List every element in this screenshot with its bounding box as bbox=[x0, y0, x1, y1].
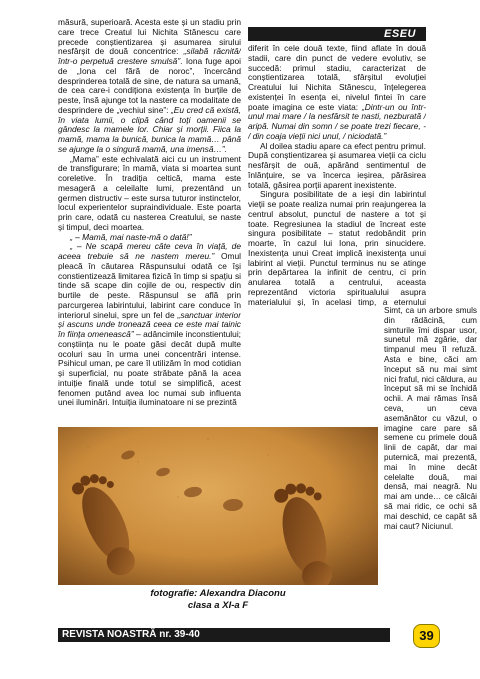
paragraph: Simt, ca un arbore smuls din rădăcină, cum simturile îmi dispar usor, sunetul mă zgârie, dar timpanul meu îl refuză. Asta e bine, căci am început să nu mai simt nici fraful, nici căldura, au început să mi se închidă ochii. A mai rămas însă ceva, un ceva asemănător cu văzul, o imagine care pare să semene cu primele două linii de capăt, dar mai puternică, mai prezentă, mai în mine decât celelalte două, mai densă, mai neagră. Nu mai am unde… ce călcâi să mai ridic, ce ochi să mai deschid, ce capăt să mai caut? Niciunul. bbox=[384, 306, 477, 531]
paragraph: „Mama” este echivalată aici cu un instrument de transfigurare; în mamă, viata si moartea sunt coreletive. În tradiția celtică, mama este mesageră a celeilalte lumi, prezentând un germen distructiv – este sursa tuturor instinctelor, locul experientelor supraindividuale. Este poarta prin care, odată cu nasterea Creatului, se naste și timpul, deci moartea. bbox=[58, 153, 241, 232]
right-narrow-column bbox=[384, 306, 477, 586]
photo-caption bbox=[58, 588, 378, 612]
section-label: ESEU bbox=[384, 28, 416, 40]
footer-bar bbox=[58, 628, 390, 642]
caption-class: clasa a XI-a F bbox=[187, 600, 249, 611]
paragraph: măsură, superioară. Acesta este și un stadiu prin care trece Creatul lui Nichita Stănescu care precede conștientizarea și asumarea sirului nesfârșit de două concentrice: „silabă răcnită/ într-o perpetuă crestere smulsă”. Iona fuge apoi de „Iona cel fără de noroc”, încercând desprinderea totală de sine, de natura sa umană, de cea care-i condiționa existența în burțile de peste, însă ajunge tot la nastere ca modalitate de desprindere de „vechiul sine”: „Eu cred că există, în viata lumii, o clipă când toți oamenii se gândesc la mamele lor. Chiar și morții. Fiica la mamă, mama la bunică, bunica la mamă… până se ajunge la o singură mamă, una imensă…”. bbox=[58, 18, 241, 154]
paragraph: diferit în cele două texte, fiind aflate în două stadii, care din punct de vedere evolutiv, se succedă: primul stadiu, caracterizat de conștientizarea totală, sfârșitul evoluției Creatului lui Nichita Stănescu, înțelegerea existenței în esența ei, nivelul fintei în care poate imagina ce este viata: „Dintr-un ou într-unul mai mare / la nesfârsit te nasti, nezburată / aripă. Numai din somn / se poate trezi fiecare, - / din coaja vieții nici unul, / niciodată.” bbox=[248, 44, 426, 141]
magazine-title: REVISTA NOASTRĂ nr. 39-40 bbox=[62, 629, 200, 640]
footprints-in-sand-image bbox=[58, 427, 378, 585]
quote-line: „ – Mamă, mai naste-mă o dată!” bbox=[70, 231, 192, 242]
footprints-photo bbox=[58, 427, 378, 585]
section-header-bar bbox=[248, 27, 426, 41]
paragraph: Singura posibilitate de a ieși din labirintul vieții se poate realiza numai prin reajungerea la centrul absolut, punctul de nastere a tot și toate. Regresiunea la stadiul de încreat este singura posibilitate – statut redobândit prin moarte, în cazul lui Iona, prin sinucidere. Inexistența unui Creat implică inexistența unui labirint al vieții. Punctul terminus nu se atinge prin depărtarea la infinit de centru, ci prin anularea totală a centrului, aceasta reprezentând victoria spiritualului asupra materialului și, în acelasi timp, a eternului bbox=[248, 189, 426, 306]
right-text-column bbox=[248, 44, 426, 306]
left-text-column bbox=[58, 18, 241, 426]
page-number-badge: 39 bbox=[413, 624, 440, 648]
paragraph: „ – Ne scapă mereu câte ceva în viață, de aceea trebuie să ne nastem mereu.” Omul pleacă în căutarea Răspunsului odată ce își constientizează limitarea fizică în timp si spațiu si tinde să scape din cojile de ou, respectiv din burtile de peste. Răspunsul se află prin parcurgerea labirintului, labirint care conduce în interiorul sinelui, spre un fel de „sanctuar interior și ascuns unde tronează ceea ce este mai tainic în ființa omenească” – adâncimile inconstientului; conștiința nu le poate găsi decât după multe ocoluri sau în urma unei concentrări intense. Psihicul uman, pe care îl utilizăm în mod cotidian și superficial, nu poate străbate până la acea intuiție finală unde totul se simplifică, acest fenomen putând avea loc numai sub influenta unei iluminări. Intuiția iluminatoare ni se prezintă bbox=[58, 241, 241, 408]
paragraph: Al doilea stadiu apare ca efect pentru primul. După conștientizarea și asumarea vieții ca ciclu nesfârșit de ouă, apărând sentimentul de înlănțuire, se va încerca ieșirea, părăsirea totală, găsirea porții aparent inexistente. bbox=[248, 140, 426, 190]
caption-author: fotografie: Alexandra Diaconu bbox=[150, 588, 286, 599]
